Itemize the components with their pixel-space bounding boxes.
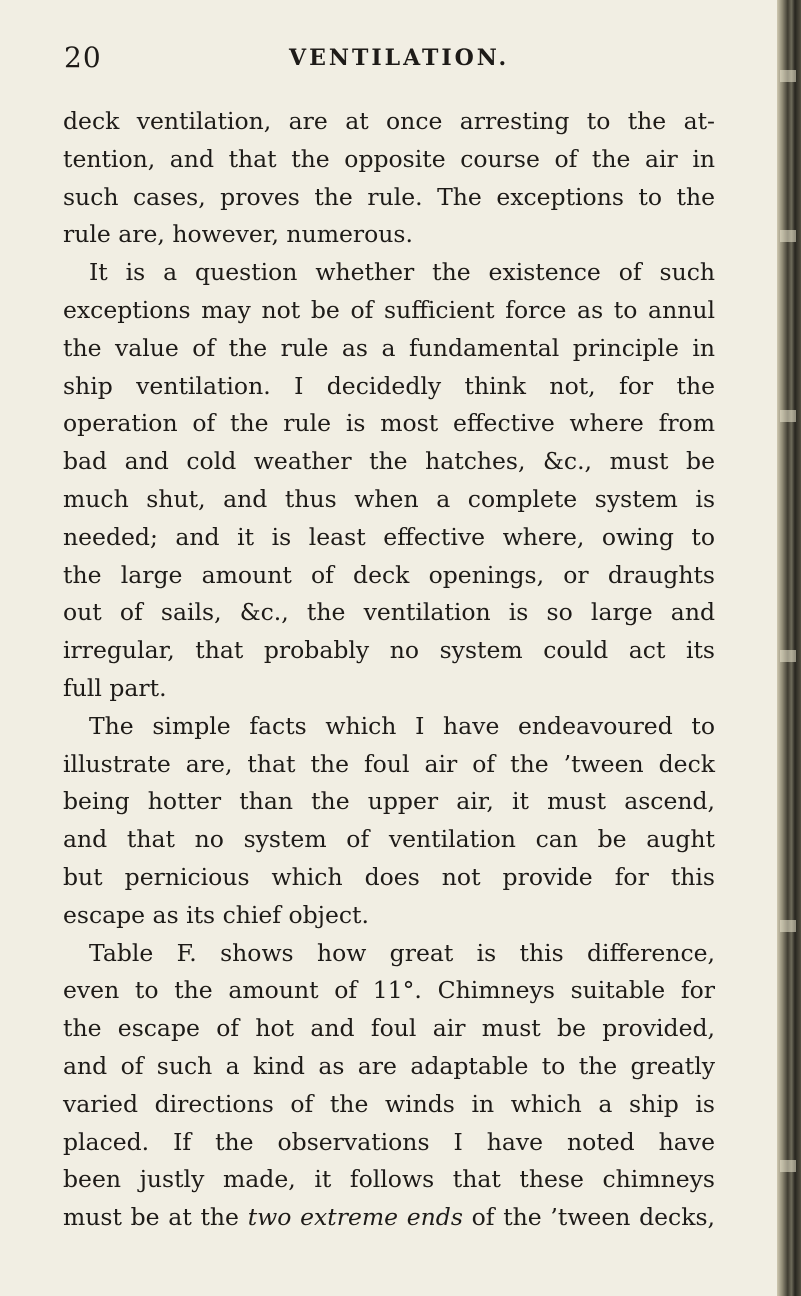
body-text <box>63 103 715 1237</box>
page-header <box>64 36 714 80</box>
edge-mark <box>780 70 796 82</box>
text-line: out of sails, &c., the ventilation is so large and <box>63 598 715 627</box>
italic-emphasis: two extreme ends <box>247 1203 463 1232</box>
text-line: operation of the rule is most effective where from <box>63 409 715 438</box>
running-head: VENTILATION. <box>289 45 510 71</box>
text-line: escape as its chief object. <box>63 900 369 929</box>
edge-mark <box>780 1160 796 1172</box>
text-line: been justly made, it follows that these chimneys <box>63 1165 715 1194</box>
text-line: bad and cold weather the hatches, &c., must be <box>63 447 715 476</box>
text-line: rule are, however, numerous. <box>63 220 413 249</box>
text-line: placed. If the observations I have noted have <box>63 1127 715 1156</box>
edge-mark <box>780 920 796 932</box>
text-line: illustrate are, that the foul air of the ’tween deck <box>63 749 715 778</box>
text-span: of the ’tween decks, <box>462 1203 715 1232</box>
text-line: exceptions may not be of sufficient force as to annul <box>63 295 715 324</box>
text-line: even to the amount of 11°. Chimneys suitable for <box>63 976 715 1005</box>
text-line: being hotter than the upper air, it must ascend, <box>63 787 715 816</box>
text-line: ship ventilation. I decidedly think not, for the <box>63 371 715 400</box>
text-line: the value of the rule as a fundamental principle in <box>63 333 715 362</box>
text-line: tention, and that the opposite course of the air in <box>63 144 715 173</box>
text-line: the escape of hot and foul air must be provided, <box>63 1014 715 1043</box>
edge-mark <box>780 230 796 242</box>
text-line: irregular, that probably no system could act its <box>63 636 715 665</box>
text-line-final <box>63 1199 715 1237</box>
text-line: It is a question whether the existence of such <box>89 258 715 287</box>
text-line: the large amount of deck openings, or draughts <box>63 560 715 589</box>
text-line: full part. <box>63 673 167 702</box>
text-span: must be at the <box>63 1203 248 1232</box>
text-line: varied directions of the winds in which a ship is <box>63 1089 715 1118</box>
text-line: The simple facts which I have endeavoured to <box>89 711 715 740</box>
text-line: such cases, proves the rule. The exceptions to the <box>63 182 715 211</box>
text-line: much shut, and thus when a complete system is <box>63 484 715 513</box>
page-number: 20 <box>64 41 102 74</box>
text-line: and of such a kind as are adaptable to the greatly <box>63 1051 715 1080</box>
text-line: but pernicious which does not provide for this <box>63 862 715 891</box>
text-line: and that no system of ventilation can be aught <box>63 825 715 854</box>
text-line: Table F. shows how great is this difference, <box>89 938 715 967</box>
edge-mark <box>780 650 796 662</box>
text-line: needed; and it is least effective where, owing to <box>63 522 715 551</box>
edge-mark <box>780 410 796 422</box>
page-edge-binding <box>777 0 801 1296</box>
text-line: deck ventilation, are at once arresting to the at- <box>63 107 715 135</box>
